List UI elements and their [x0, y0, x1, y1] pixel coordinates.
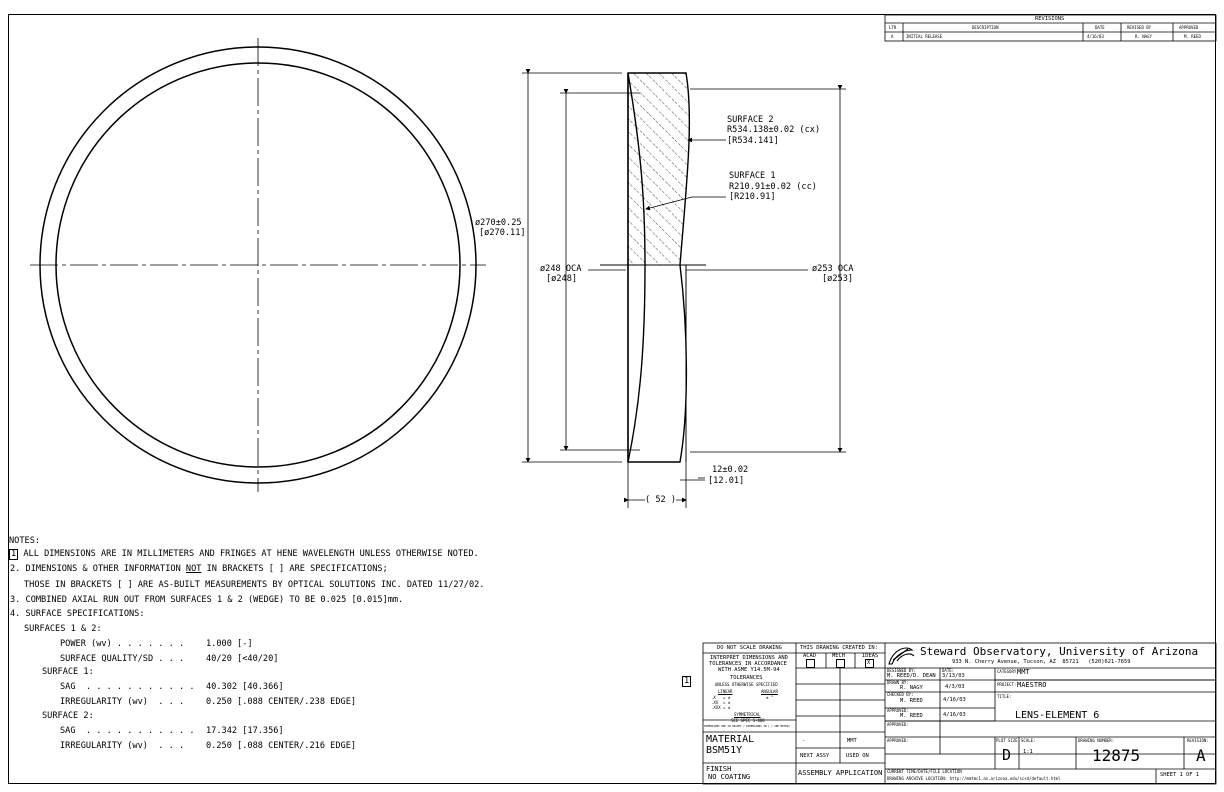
project-label: PROJECT:	[997, 682, 1017, 687]
designed-by-label: DESIGNED BY:	[887, 668, 916, 673]
title-label: TITLE:	[997, 694, 1012, 699]
organization-address: 933 N. Cherry Avenue, Tucson, AZ 85721 (520)621-7659	[952, 659, 1131, 665]
date-label: DATE:	[942, 668, 955, 673]
note-3: 3. COMBINED AXIAL RUN OUT FROM SURFACES 1 & 2 (WEDGE) TO BE 0.025 [0.015]mm.	[10, 595, 404, 605]
interpret-line-3: WITH ASME Y14.5M-94	[718, 667, 780, 673]
linear-label: LINEAR	[718, 689, 733, 694]
thickness-spec: 12±0.02	[712, 465, 749, 475]
cad-ideas-checkmark: X	[867, 660, 871, 666]
surface-1-heading: SURFACE 1:	[42, 667, 94, 677]
note-2-part-c: IN BRACKETS [ ] ARE SPECIFICATIONS;	[201, 564, 388, 574]
used-on-value: MMT	[847, 738, 857, 744]
steward-logo	[889, 648, 914, 664]
s2-sag-value: 17.342 [17.356]	[206, 726, 284, 736]
approved-label-3: APPROVED:	[887, 738, 909, 743]
project-value: MAESTRO	[1017, 681, 1047, 689]
oca-right-spec: ø253 OCA	[812, 264, 854, 274]
approved-label-2: APPROVED:	[887, 722, 909, 727]
outer-diameter-spec: ø270±0.25	[475, 218, 522, 228]
approved-by-value: M. REED	[900, 713, 923, 719]
designed-by-value: M. REED/D. DEAN	[887, 673, 936, 679]
oca-left-spec: ø248 OCA	[540, 264, 582, 274]
revisions-title: REVISIONS	[1035, 16, 1065, 22]
finish-value: NO COATING	[708, 773, 751, 781]
thickness-asbuilt: [12.01]	[708, 476, 745, 486]
title-block-marker-text: 1	[684, 676, 690, 686]
s2-irr-label: IRREGULARITY (wv) . . .	[60, 741, 185, 751]
note-2	[10, 565, 388, 574]
rev-row-revised-by: R. NAGY	[1135, 34, 1152, 39]
note-2-part-a: 2. DIMENSIONS & OTHER INFORMATION	[10, 564, 186, 574]
note-2-not: NOT	[185, 564, 202, 574]
surface2-asbuilt: [R534.141]	[727, 136, 779, 146]
power-value: 1.000 [-]	[206, 639, 253, 649]
checked-by-label: CHECKED BY:	[887, 692, 914, 697]
note-1-marker: 1	[11, 549, 17, 559]
drawing-number-value: 12875	[1092, 746, 1141, 765]
surface1-title: SURFACE 1	[729, 171, 776, 181]
approved-date: 4/16/03	[943, 712, 966, 718]
scale-value: 1:1	[1023, 749, 1033, 755]
revision-label: REVISION:	[1187, 738, 1209, 743]
drawn-date: 4/3/03	[945, 684, 965, 690]
surface-2-heading: SURFACE 2:	[42, 711, 94, 721]
rev-row-date: 4/16/03	[1087, 34, 1104, 39]
cad-acad-label: ACAD	[803, 653, 816, 659]
note-4: 4. SURFACE SPECIFICATIONS:	[10, 609, 145, 619]
checked-by-value: M. REED	[900, 698, 923, 704]
dimension-units-note: DIMENSIONS ARE IN INCHES / DIMENSIONS IN [ ] ARE METRIC	[704, 725, 790, 728]
next-assy-value: -	[802, 738, 806, 744]
s2-irr-value: 0.250 [.088 CENTER/.216 EDGE]	[206, 741, 357, 751]
quality-label: SURFACE QUALITY/SD . . .	[60, 654, 185, 664]
unless-specified: UNLESS OTHERWISE SPECIFIED	[715, 682, 778, 687]
oca-right-asbuilt: [ø253]	[822, 274, 854, 284]
angular-label: ANGULAR	[761, 689, 778, 694]
surface1-spec: R210.91±0.02 (cc)	[729, 182, 817, 192]
note-1	[9, 549, 479, 560]
surface2-spec: R534.138±0.02 (cx)	[727, 125, 821, 135]
quality-value: 40/20 [<40/20]	[206, 654, 279, 664]
s1-irr-label: IRREGULARITY (wv) . . .	[60, 697, 185, 707]
symmetrical-label: SYMMETRICAL	[734, 712, 761, 717]
cad-ideas-label: IDEAS	[862, 653, 879, 659]
do-not-scale: DO NOT SCALE DRAWING	[717, 645, 782, 651]
category-value: MMT	[1017, 668, 1030, 676]
notes-heading: NOTES:	[9, 536, 41, 546]
interpret-line-2: TOLERANCES IN ACCORDANCE	[709, 661, 787, 667]
drawing-title: LENS-ELEMENT 6	[1015, 710, 1100, 721]
cad-acad-checkbox	[806, 659, 815, 668]
tol-x: .X = ±	[711, 695, 731, 700]
s2-sag-label: SAG . . . . . . . . . . .	[60, 726, 195, 736]
s1-sag-value: 40.302 [40.366]	[206, 682, 284, 692]
drawn-by-label: DRAWN BY:	[887, 680, 909, 685]
tol-xxx: .XXX = ±	[711, 705, 731, 710]
title-block-marker	[682, 676, 691, 687]
tol-angular: ± °	[766, 695, 774, 700]
assembly-application: ASSEMBLY APPLICATION	[798, 769, 883, 777]
plot-size-value: D	[1002, 746, 1012, 764]
overall-width: ( 52 )	[645, 495, 677, 505]
rev-row-ltr: A	[891, 34, 894, 39]
drawn-by-value: R. NAGY	[900, 685, 923, 691]
interpret-line-1: INTERPRET DIMENSIONS AND	[710, 655, 788, 661]
lens-hatched-section	[628, 73, 689, 265]
rev-row-description: INITIAL RELEASE	[906, 34, 943, 39]
rev-header-revised-by: REVISED BY	[1127, 25, 1152, 30]
front-view	[30, 38, 486, 492]
used-on-label: USED ON	[846, 753, 869, 759]
current-time-label: CURRENT TIME/DATE/FILE LOCATION	[887, 769, 962, 774]
note-1-text: ALL DIMENSIONS ARE IN MILLIMETERS AND FRINGES AT HENE WAVELENGTH UNLESS OTHERWISE NOTED.	[23, 549, 479, 559]
designed-date: 3/13/03	[942, 673, 965, 679]
approved-label: APPROVED:	[887, 708, 909, 713]
power-label: POWER (wv) . . . . . . .	[60, 639, 185, 649]
plot-size-label: PLOT SIZE	[996, 738, 1018, 743]
revision-value: A	[1196, 746, 1206, 765]
note-2-line2: THOSE IN BRACKETS [ ] ARE AS-BUILT MEASUREMENTS BY OPTICAL SOLUTIONS INC. DATED 11/27/02.	[24, 580, 485, 590]
rev-header-ltr: LTR	[889, 25, 897, 30]
created-in-label: THIS DRAWING CREATED IN:	[800, 645, 878, 651]
finish-label: FINISH	[706, 765, 732, 773]
s1-irr-value: 0.250 [.088 CENTER/.238 EDGE]	[206, 697, 357, 707]
rev-header-approved: APPROVED	[1179, 25, 1199, 30]
rev-row-approved: M. REED	[1184, 34, 1201, 39]
checked-date: 4/16/03	[943, 697, 966, 703]
material-value: BSM51Y	[706, 745, 743, 756]
tolerances-heading: TOLERANCES	[730, 675, 763, 681]
material-label: MATERIAL	[706, 734, 755, 745]
surface1-asbuilt: [R210.91]	[729, 192, 776, 202]
surface2-title: SURFACE 2	[727, 115, 774, 125]
category-label: CATEGORY:	[997, 669, 1019, 674]
outer-diameter-asbuilt: [ø270.11]	[479, 228, 526, 238]
s1-sag-label: SAG . . . . . . . . . . .	[60, 682, 195, 692]
rev-header-description: DESCRIPTION	[972, 25, 999, 30]
rev-header-date: DATE	[1095, 25, 1105, 30]
drawing-number-label: DRAWING NUMBER:	[1078, 738, 1115, 743]
organization-name: Steward Observatory, University of Arizona	[920, 645, 1199, 658]
cad-ideas-checkbox	[865, 659, 874, 668]
tol-xx: .XX = ±	[711, 700, 731, 705]
side-view	[600, 73, 706, 462]
cad-mech-checkbox	[836, 659, 845, 668]
oca-left-asbuilt: [ø248]	[546, 274, 578, 284]
archive-location: DRAWING ARCHIVE LOCATION: http://mmtmc1.as.arizona.edu/scsd/default.html	[887, 776, 1061, 781]
sheet-number: SHEET 1 OF 1	[1160, 772, 1199, 778]
next-assy-label: NEXT ASSY	[800, 753, 830, 759]
cad-mech-label: MECH	[832, 653, 845, 659]
scale-label: SCALE:	[1021, 738, 1036, 743]
surfaces-12-heading: SURFACES 1 & 2:	[24, 624, 102, 634]
symmetrical-spec: SEE SPEC S-000	[731, 718, 765, 723]
